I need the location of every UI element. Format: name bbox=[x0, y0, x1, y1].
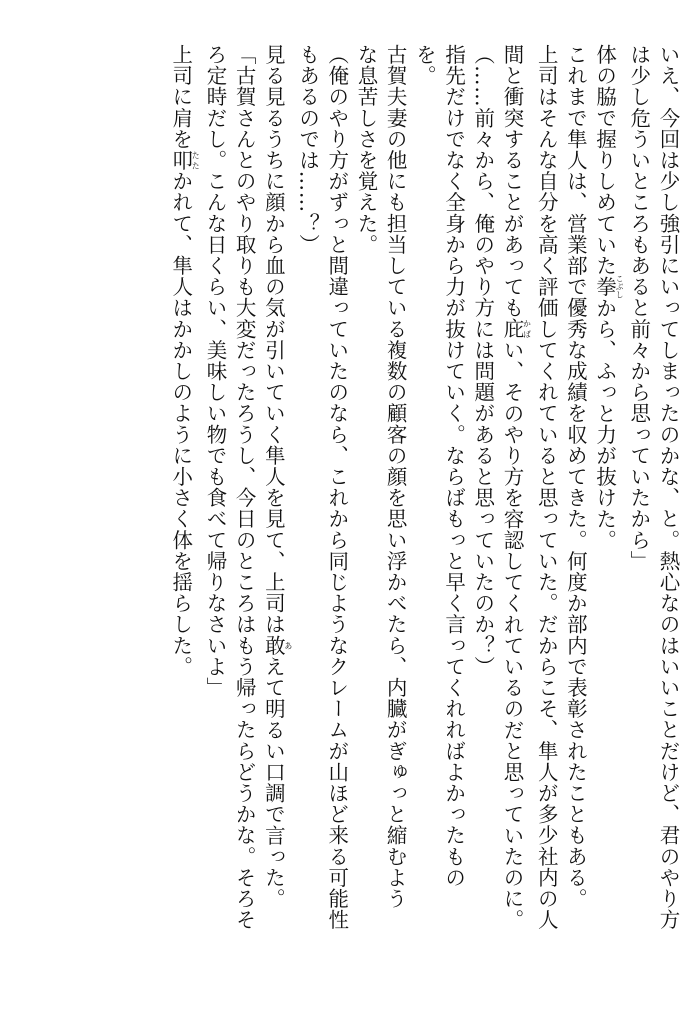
furigana-reading: あ bbox=[283, 634, 293, 656]
text-line-5: 上司はそんな自分を高く評価してくれていると思っていた。だからこそ、隼人が多少社内の人 bbox=[534, 44, 559, 931]
furigana-ruby: 庇かば bbox=[499, 318, 532, 340]
furigana-ruby: 敢あ bbox=[261, 634, 293, 656]
text-line-9: を。 bbox=[412, 44, 437, 87]
furigana-ruby: 拳こぶし bbox=[592, 274, 625, 299]
text-line-4: これまで隼人は、営業部で優秀な成績を収めてきた。何度か部内で表彰されたこともある。 bbox=[563, 44, 588, 910]
text-line-3: 体の脇で握りしめていた拳こぶしから、ふっと力が抜けた。 bbox=[592, 44, 625, 551]
text-line-6: 間と衝突することがあっても庇かばい、そのやり方を容認してくれているのだと思っていたのに。 bbox=[499, 44, 532, 931]
text-line-10: 古賀夫妻の他にも担当している複数の顧客の顔を思い浮かべたら、内臓がぎゅっと縮むよう bbox=[383, 44, 408, 910]
furigana-reading: かば bbox=[522, 318, 532, 340]
text-line-16: ろ定時だし。こんな日くらい、美味しい物でも食べて帰りなさいよ」 bbox=[202, 44, 227, 699]
text-line-8: 指先だけでなく全身から力が抜けていく。ならばもっと早く言ってくれればよかったもの bbox=[441, 44, 466, 888]
furigana-reading: たた bbox=[191, 149, 201, 171]
text-line-13: もあるのでは……？） bbox=[295, 44, 320, 255]
text-line-1: いえ、今回は少し強引にいってしまったのかな、と。熱心なのはいいことだけど、君のやり方 bbox=[656, 44, 680, 931]
text-line-14: 見る見るうちに顔から血の気が引いていく隼人を見て、上司は敢あえて明るい口調で言った。 bbox=[261, 44, 293, 910]
text-line-17: 上司に肩を叩たたかれて、隼人はかかしのように小さく体を揺らした。 bbox=[168, 44, 201, 678]
text-line-15: 「古賀さんとのやり取りも大変だったろうし、今日のところはもう帰ったらどうかな。そろそ bbox=[232, 44, 257, 931]
vertical-text-body bbox=[18, 44, 682, 964]
furigana-reading: こぶし bbox=[615, 274, 625, 299]
text-line-12: （俺のやり方がずっと間違っていたのなら、これから同じようなクレームが山ほど来る可能性 bbox=[324, 44, 349, 931]
text-line-7: （……前々から、俺のやり方には問題があると思っていたのか？） bbox=[470, 44, 495, 677]
text-line-11: な息苦しさを覚えた。 bbox=[353, 44, 378, 255]
furigana-ruby: 叩たた bbox=[168, 149, 201, 171]
text-line-2: は少し危ういところもあると前々から思っていたから」 bbox=[626, 44, 651, 572]
